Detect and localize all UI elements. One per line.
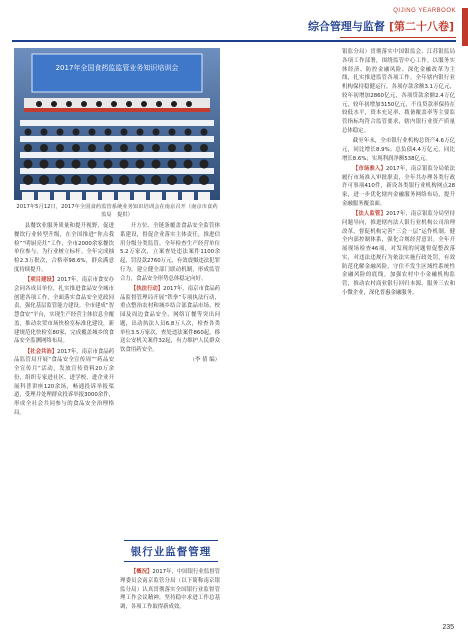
header-rule-accent <box>340 37 456 38</box>
paragraph: 截至年末，全市银行业机构总资产4.6万亿元，同比增长8.9%；总负债4.4万亿元，同比增长8.6%；实现利润净额538亿元。 <box>342 138 455 162</box>
section-tag: 【执法行动】 <box>130 285 164 292</box>
section-tag: 【社会共治】 <box>24 348 58 355</box>
conference-photo-illustration <box>14 48 220 200</box>
section-tag: 【市场准入】 <box>352 165 386 172</box>
paragraph: 县餐饮业服务质量和提升视野，促进餐饮行业转型升级，在全国推进“你点我检”“明厨亮灶”工作，全市2000余家餐饮单位参与，为行业树立标杆。全年完成抽检2.3万批次，合格率98.6%，群众满意度持续提升。 <box>14 223 114 273</box>
editor-note: （李 倩 编） <box>189 357 220 364</box>
section-title: 综合管理与监督 <box>307 20 385 33</box>
paragraph: 银监分局）贯彻落实中国银监会、江苏银监局各项工作部署，围绕监管中心工作，以服务实体经济、防控金融风险、深化金融改革为主线，扎实推进监管各项工作。全年辖内银行业机构保持稳健运行，各项存款余额3.1万亿元，较年初增加2860亿元，各项贷款余额2.4万亿元，较年初增加3150亿元，不良贷款率保持在较低水平，资本充足率、拨备覆盖率等主要监管指标均符合监管要求，辖内银行业资产质量总体稳定。 <box>342 49 455 134</box>
photo-caption: 2017年5月12日，2017年全国食药监管系统业务知识培训会在南京召开（南京市食药监局 提供） <box>16 204 218 218</box>
section-tag: 【项目建设】 <box>24 277 58 283</box>
yearbook-label: QIJING YEARBOOK <box>393 8 456 14</box>
conference-photo <box>14 48 220 200</box>
page-number: 235 <box>442 624 454 631</box>
section-tag: 【概况】 <box>130 569 153 575</box>
section-heading: 银行业监督管理 <box>124 540 218 562</box>
paragraph: 2017年，中国银行业监督管理委员会南京监管分局（以下简称南京银监分局）认真贯彻落实全国银行业监督管理工作会议精神，坚持稳中求进工作总基调，各项工作取得新成效。 <box>120 569 221 610</box>
section-tag: 【法人监管】 <box>352 211 386 217</box>
part-label: [第二十八卷] <box>388 20 454 33</box>
section-header <box>308 18 454 34</box>
right-column <box>342 48 455 618</box>
left-column <box>14 222 114 419</box>
paragraph: 2017年，南京市食安办会同各成员单位，扎实推进食品安全城市创建各项工作，全面落实食品安全党政同责，强化基层监管能力建设。全市建成“智慧食安”平台，实现生产经营主体信息全覆盖，推动农贸市场快检室标准化建设，新建规范化快检室80家，完成覆盖城乡的食品安全监测网络布局。 <box>14 277 115 345</box>
backdrop-title: 2017年全国食药监监管业务知识培训会 <box>55 64 179 72</box>
paragraph: 2017年，南京市食品药品监管局开展“食品安全宣传周”“药品安全宣传月”活动，发放宣传资料20万余份，组织专家进社区、进学校、进企业开展科普讲座120余场，畅通投诉举报渠道，受理并处理群众投诉举报3000余件，形成全社会共同参与的食品安全治理格局。 <box>14 348 115 416</box>
paragraph: 开方位、全链条覆盖食品安全监管体系建设，督促企业落实主体责任，推进信用分级分类监管。全年检查生产经营单位5.2万家次，立案查处违法案件1100余起，罚没款2760万元，有效震慑违法犯罪行为。建立健全部门联动机制，形成监管合力，食品安全形势总体稳定向好。 <box>120 223 220 282</box>
header-rule <box>12 40 456 42</box>
middle-column <box>120 222 220 367</box>
paragraph: 2017年，南京银监分局依法履行市场准入审批职责，全年共办理各类行政许可事项410件，新设各类银行业机构网点28家，进一步优化辖内金融服务网络布局，提升金融服务覆盖面。 <box>342 165 455 207</box>
section-side-mark <box>462 8 468 46</box>
bottom-middle-block <box>120 568 220 613</box>
center-right-column <box>229 222 335 542</box>
paragraph: 2017年，南京银监分局坚持问题导向，推进辖内法人银行业机构公司治理改革，督促机构完善“三会一层”运作机制，健全内部控制体系，强化合规经营意识。全年开展现场检查46项，对发现的问题督促整改落实，对违法违规行为依法实施行政处罚，有效防范化解金融风险，守住不发生区域性系统性金融风险的底线。加强农村中小金融机构监管，推动农村商业银行回归本源、服务三农和小微企业，深化普惠金融服务。 <box>342 211 455 296</box>
paragraph: 2017年，南京市食品药品监督管理局开展“铁拳”专项执法行动，重点整治农村和城乡结合部食品市场、校园及周边食品安全、网络订餐等突出问题，出动执法人员6.8万人次，检查各类单位3.5万家次，查处违法案件860起，移送公安机关案件32起，有力维护人民群众饮食用药安全。 <box>120 285 221 353</box>
